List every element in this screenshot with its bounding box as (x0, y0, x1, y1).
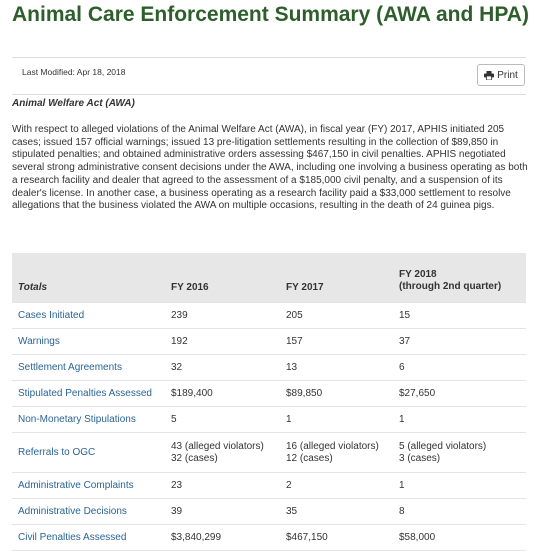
header-totals: Totals (12, 253, 171, 303)
row-label-cases-initiated: Cases Initiated (12, 303, 171, 329)
cell-line: 43 (alleged violators) (171, 440, 264, 452)
table-row (12, 499, 526, 525)
table-row (12, 433, 526, 473)
table-cell: 39 (171, 499, 286, 525)
table-cell: $58,000 (399, 525, 526, 551)
row-label-stipulated-penalties: Stipulated Penalties Assessed (12, 381, 171, 407)
print-label: Print (497, 69, 518, 81)
printer-icon (484, 71, 494, 80)
table-cell: 6 (399, 355, 526, 381)
enforcement-table (12, 253, 526, 551)
table-header-row (12, 253, 526, 303)
table-cell: 37 (399, 329, 526, 355)
table-cell: 1 (286, 407, 399, 433)
cell-line: 5 (alleged violators) (399, 440, 487, 452)
row-label-administrative-decisions: Administrative Decisions (12, 499, 171, 525)
print-button[interactable] (477, 64, 525, 86)
row-label-civil-penalties: Civil Penalties Assessed (12, 525, 171, 551)
row-label-referrals-to-ogc: Referrals to OGC (12, 433, 171, 473)
cell-line: 3 (cases) (399, 452, 441, 464)
cell-line: 12 (cases) (286, 452, 333, 464)
header-fy2016: FY 2016 (171, 253, 286, 303)
row-label-non-monetary-stipulations: Non-Monetary Stipulations (12, 407, 171, 433)
cell-line: 16 (alleged violators) (286, 440, 379, 452)
table-cell (399, 433, 526, 473)
table-cell: $3,840,299 (171, 525, 286, 551)
page-title: Animal Care Enforcement Summary (AWA and HPA) (12, 3, 529, 26)
last-modified: Last Modified: Apr 18, 2018 (22, 67, 126, 77)
row-label-settlement-agreements: Settlement Agreements (12, 355, 171, 381)
table-row (12, 355, 526, 381)
table-row (12, 473, 526, 499)
table-row (12, 381, 526, 407)
header-fy2018 (399, 253, 526, 303)
row-label-warnings: Warnings (12, 329, 171, 355)
cell-line: 32 (cases) (171, 452, 218, 464)
table-cell: $467,150 (286, 525, 399, 551)
table-cell: 35 (286, 499, 399, 525)
table-cell: 239 (171, 303, 286, 329)
table-cell: 192 (171, 329, 286, 355)
table-cell: 205 (286, 303, 399, 329)
intro-paragraph: With respect to alleged violations of the Animal Welfare Act (AWA), in fiscal year (FY) 2017, APHIS initiated 205 cases; issued 157 official warnings; issued 13 pre-litigation settlements resulting in the collection of $89,850 in stipulated penalties; and obtained administrative orders assessing $467,150 in civil penalties. APHIS negotiated several strong administrative consent decisions under the AWA, including one involving a business operating as both a research facility and dealer that agreed to the assessment of a $185,000 civil penalty, and a suspension of its dealer's license. In another case, a business operating as a research facility paid a $33,000 settlement to resolve allegations that the business violated the AWA on multiple occasions, resulting in the death of 24 guinea pigs. (12, 124, 528, 212)
row-label-administrative-complaints: Administrative Complaints (12, 473, 171, 499)
table-row (12, 525, 526, 551)
table-cell: $89,850 (286, 381, 399, 407)
header-fy2018-year: FY 2018 (399, 269, 437, 280)
table-cell (286, 433, 399, 473)
table-cell: 13 (286, 355, 399, 381)
section-heading: Animal Welfare Act (AWA) (12, 98, 135, 109)
table-cell: 1 (399, 407, 526, 433)
table-cell: 1 (399, 473, 526, 499)
header-fy2017: FY 2017 (286, 253, 399, 303)
table-row (12, 329, 526, 355)
table-cell: 15 (399, 303, 526, 329)
table-cell: 23 (171, 473, 286, 499)
table-cell: 5 (171, 407, 286, 433)
table-cell: $27,650 (399, 381, 526, 407)
table-row (12, 303, 526, 329)
table-cell: 157 (286, 329, 399, 355)
header-fy2018-note: (through 2nd quarter) (399, 281, 502, 292)
meta-bar (12, 57, 526, 95)
table-row (12, 407, 526, 433)
table-cell: 32 (171, 355, 286, 381)
table-cell: 2 (286, 473, 399, 499)
table-cell (171, 433, 286, 473)
table-cell: $189,400 (171, 381, 286, 407)
table-cell: 8 (399, 499, 526, 525)
